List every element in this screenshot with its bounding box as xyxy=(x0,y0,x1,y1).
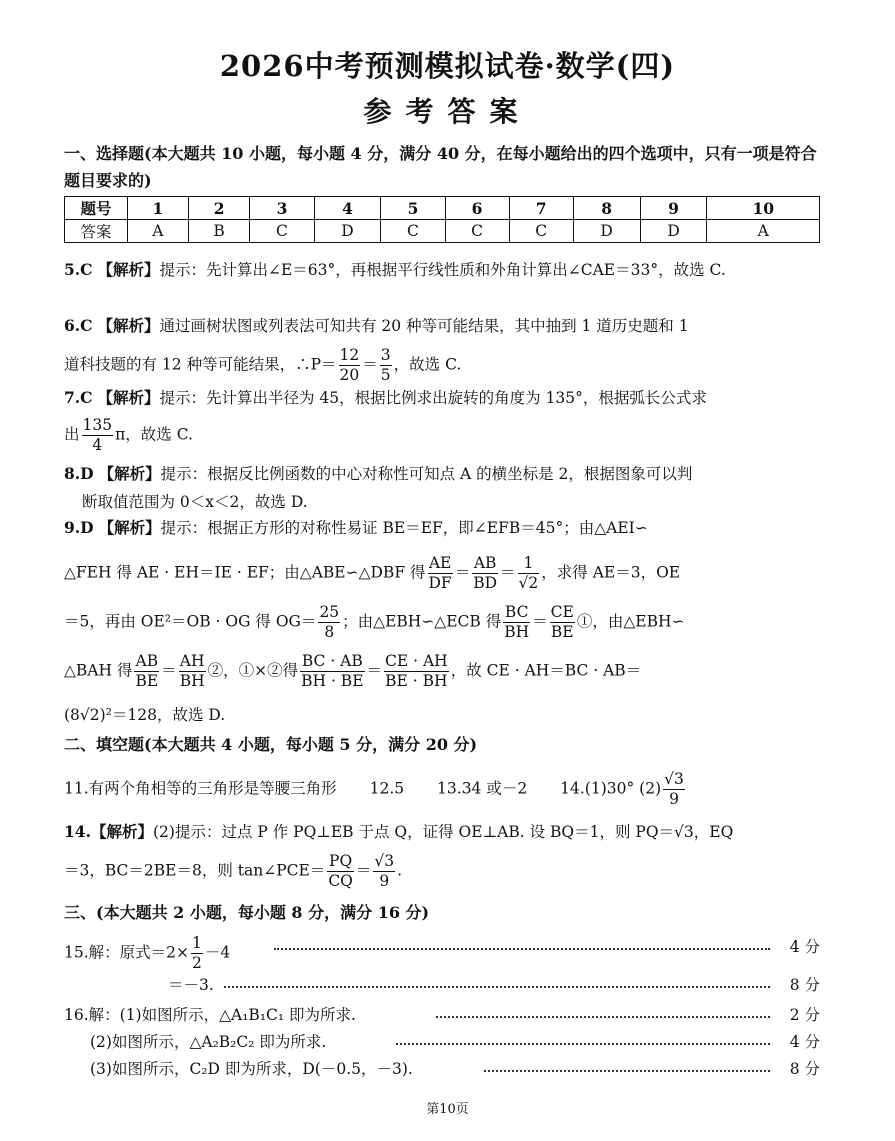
q6-line1: 通过画树状图或列表法可知共有 20 种等可能结果，其中抽到 1 道历史题和 1 xyxy=(159,317,689,335)
q15-line2 xyxy=(64,972,820,998)
table-cell: 1 xyxy=(128,197,189,220)
page-title: 2026中考预测模拟试卷·数学(四) xyxy=(219,49,676,83)
table-cell: 5 xyxy=(381,197,445,220)
dot-leader xyxy=(436,1016,770,1018)
solution-q5 xyxy=(64,256,821,284)
fraction: $\frac{AB}{BD}$ xyxy=(473,554,498,592)
dot-leader xyxy=(484,1070,770,1072)
section-3-heading: 三、(本大题共 2 小题，每小题 8 分，满分 16 分) xyxy=(64,903,430,922)
fraction: $\frac{AB}{BE}$ xyxy=(135,652,159,690)
fraction: $\frac{CE}{BE}$ xyxy=(550,603,574,641)
score: 4 分 xyxy=(789,1033,820,1051)
q9-line5: (8√2)²＝128，故选 D. xyxy=(64,706,226,724)
fill-answers xyxy=(64,770,821,809)
table-cell: 9 xyxy=(640,197,707,220)
q6-line2b: ，故选 C. xyxy=(393,355,462,374)
table-cell: A xyxy=(707,220,820,243)
table-cell: 2 xyxy=(188,197,250,220)
q5-tag: 【解析】 xyxy=(97,260,160,279)
q7-line2a: 出 xyxy=(64,425,80,444)
q16-line1-text: 16.解：(1)如图所示，△A₁B₁C₁ 即为所求. xyxy=(64,1006,356,1024)
q6-line2a: 道科技题的有 12 种等可能结果，∴P＝ xyxy=(64,355,337,374)
fraction: $\frac{BC \cdot AB}{BH \cdot BE}$ xyxy=(301,652,364,690)
q8-number: 8.D xyxy=(64,464,94,483)
q14-line1: (2)提示：过点 P 作 PQ⊥EB 于点 Q，证得 OE⊥AB. 设 BQ＝1，则 PQ＝√3，EQ xyxy=(152,823,734,841)
solution-q7 xyxy=(64,384,821,455)
q14-tag: 【解析】 xyxy=(90,822,153,841)
q5-text: 提示：先计算出∠E＝63°，再根据平行线性质和外角计算出∠CAE＝33°，故选 C. xyxy=(159,261,726,279)
score: 2 分 xyxy=(789,1006,820,1024)
q9-line3a: ＝5，再由 OE²＝OB · OG 得 OG＝ xyxy=(64,612,317,631)
answer-12: 12.5 xyxy=(369,779,405,798)
q7-line1: 提示：先计算出半径为 45，根据比例求出旋转的角度为 135°，根据弧长公式求 xyxy=(159,389,707,407)
solution-q8 xyxy=(64,460,821,516)
q14-line2a: ＝3，BC＝2BE＝8，则 tan∠PCE＝ xyxy=(64,861,326,880)
fraction: $\frac{AH}{BH}$ xyxy=(179,652,205,690)
fraction: $\frac{PQ}{CQ}$ xyxy=(328,852,353,890)
q7-tag: 【解析】 xyxy=(97,388,160,407)
q16-line2 xyxy=(64,1029,820,1055)
table-cell: C xyxy=(445,220,509,243)
table-cell: C xyxy=(509,220,573,243)
fraction: $\frac{25}{8}$ xyxy=(319,603,340,641)
fraction: $\frac{135}{4}$ xyxy=(82,416,113,454)
q14-number: 14. xyxy=(64,822,91,841)
q9-line3b: ；由△EBH∽△ECB 得 xyxy=(342,612,502,631)
solution-q9: 9.D 【解析】提示：根据正方形的对称性易证 BE＝EF，即∠EFB＝45°；由△AEI∽ △FEH 得 AE · EH＝IE · EF；由△ABE∽△DBF 得 $\frac{AE}{DF}$ ＝ $\frac{AB}{BD}$ ＝ $\frac{1}{√2}$ ，求得 AE＝3，OE ＝5，再由 OE²＝OB · OG 得 OG＝ $\frac{25}{8}$ ；由△EBH∽△ECB 得 $\frac{BC}{BH}$ ＝ $\frac{CE}{BE}$ ①，由△EBH∽ △BAH 得 $\frac{AB}{BE}$ ＝ $\frac{AH}{BH}$ ②，①×②得 $\frac{BC \cdot AB}{BH \cdot BE}$ ＝ $\frac{CE \cdot AH}{BE \cdot BH}$ ，故 CE · AH＝BC · AB＝ (8√2)²＝128，故选 D. xyxy=(64,514,821,729)
page-subtitle: 参考答案 xyxy=(363,95,532,128)
table-cell: A xyxy=(128,220,189,243)
table-cell: 7 xyxy=(509,197,573,220)
table-row-answers xyxy=(65,220,820,243)
q7-line2b: π，故选 C. xyxy=(115,425,193,444)
table-cell: 6 xyxy=(445,197,509,220)
table-cell: 4 xyxy=(314,197,381,220)
q6-number: 6.C xyxy=(64,316,93,335)
score: 8 分 xyxy=(789,1060,820,1078)
q9-line4a: △BAH 得 xyxy=(64,661,133,680)
q16-line3 xyxy=(64,1056,820,1082)
fraction: $\frac{BC}{BH}$ xyxy=(504,603,530,641)
table-cell: 3 xyxy=(250,197,314,220)
section-2-heading: 二、填空题(本大题共 4 小题，每小题 5 分，满分 20 分) xyxy=(64,735,478,754)
answer-11: 11.有两个角相等的三角形是等腰三角形 xyxy=(64,779,337,798)
q14-line2b: . xyxy=(397,861,403,880)
q9-line4b: ②，①×②得 xyxy=(207,661,299,680)
table-cell: D xyxy=(640,220,707,243)
q9-line1: 提示：根据正方形的对称性易证 BE＝EF，即∠EFB＝45°；由△AEI∽ xyxy=(160,519,648,537)
table-cell: 10 xyxy=(707,197,820,220)
fraction: $\frac{3}{5}$ xyxy=(380,346,391,384)
table-cell: C xyxy=(250,220,314,243)
q9-tag: 【解析】 xyxy=(98,518,161,537)
q7-number: 7.C xyxy=(64,388,93,407)
answer-table xyxy=(64,196,820,243)
solution-q14: 14.【解析】(2)提示：过点 P 作 PQ⊥EB 于点 Q，证得 OE⊥AB. 设 BQ＝1，则 PQ＝√3，EQ ＝3，BC＝2BE＝8，则 tan∠PCE＝ $\frac{PQ}{CQ}$ ＝ $\frac{√3}{9}$ . xyxy=(64,822,734,890)
table-cell: C xyxy=(381,220,445,243)
table-cell: D xyxy=(314,220,381,243)
q16-line2-text: (2)如图所示，△A₂B₂C₂ 即为所求. xyxy=(90,1033,327,1051)
score: 8 分 xyxy=(789,976,820,994)
q9-line2b: ，求得 AE＝3，OE xyxy=(541,563,681,582)
q16-line1 xyxy=(64,1002,820,1028)
fraction: $\frac{√3}{9}$ xyxy=(374,852,395,890)
q15-line1a: 15.解：原式＝2× xyxy=(64,943,189,962)
table-cell: 8 xyxy=(573,197,640,220)
q5-number: 5.C xyxy=(64,260,93,279)
solution-q6: 6.C 【解析】通过画树状图或列表法可知共有 20 种等可能结果，其中抽到 1 道历史题和 1 道科技题的有 12 种等可能结果，∴P＝ $\frac{12}{20}$ ＝ $\frac{3}{5}$ ，故选 C. xyxy=(64,316,689,384)
q15-line2-text: ＝－3. xyxy=(168,976,214,994)
dot-leader xyxy=(274,948,770,950)
q9-line4c: ，故 CE · AH＝BC · AB＝ xyxy=(450,661,642,680)
q15-line1b: －4 xyxy=(204,943,231,962)
q8-line2: 断取值范围为 0＜x＜2，故选 D. xyxy=(82,493,308,511)
fraction: $\frac{1}{2}$ xyxy=(192,934,202,972)
fraction: $\frac{12}{20}$ xyxy=(339,346,360,384)
row-label-answer: 答案 xyxy=(65,220,128,243)
q16-line3-text: (3)如图所示，C₂D 即为所求，D(－0.5，－3). xyxy=(90,1060,413,1078)
q6-tag: 【解析】 xyxy=(97,316,160,335)
fraction: $\frac{CE \cdot AH}{BE \cdot BH}$ xyxy=(385,652,448,690)
fraction: $\frac{√3}{9}$ xyxy=(664,770,684,808)
q8-line1: 提示：根据反比例函数的中心对称性可知点 A 的横坐标是 2，根据图象可以判 xyxy=(160,465,693,483)
score: 4 分 xyxy=(789,938,820,956)
table-row-numbers xyxy=(65,197,820,220)
table-cell: B xyxy=(188,220,250,243)
table-cell: D xyxy=(573,220,640,243)
answer-13: 13.34 或－2 xyxy=(437,779,528,798)
q9-line3c: ①，由△EBH∽ xyxy=(576,612,685,631)
q8-tag: 【解析】 xyxy=(98,464,161,483)
dot-leader xyxy=(396,1043,770,1045)
q15-line1 xyxy=(64,934,820,972)
page-number: 第10页 xyxy=(426,1102,469,1117)
q9-number: 9.D xyxy=(64,518,94,537)
q9-line2a: △FEH 得 AE · EH＝IE · EF；由△ABE∽△DBF 得 xyxy=(64,563,426,582)
fraction: $\frac{1}{√2}$ xyxy=(518,554,539,592)
section-1-heading: 一、选择题(本大题共 10 小题，每小题 4 分，满分 40 分，在每小题给出的四个选项中，只有一项是符合题目要求的) xyxy=(64,144,817,190)
answer-14: 14.(1)30° (2) xyxy=(560,779,662,798)
row-label-number: 题号 xyxy=(65,197,128,220)
dot-leader xyxy=(224,986,770,988)
fraction: $\frac{AE}{DF}$ xyxy=(428,554,452,592)
